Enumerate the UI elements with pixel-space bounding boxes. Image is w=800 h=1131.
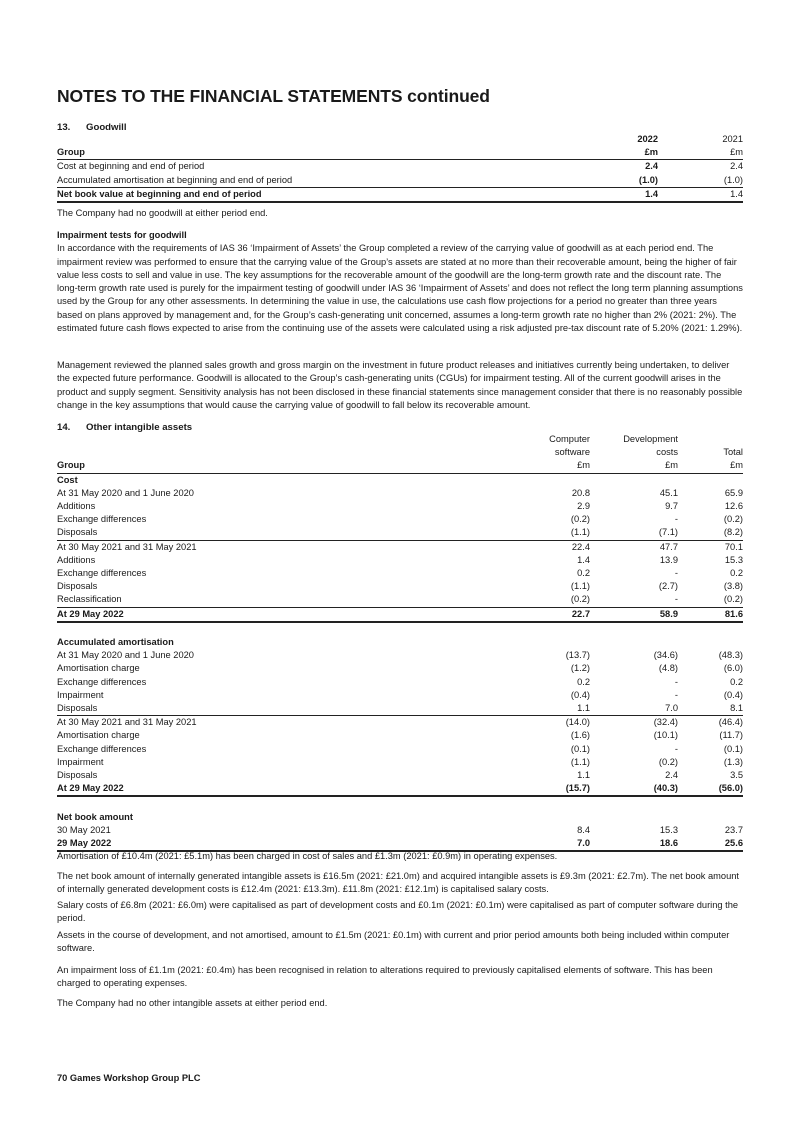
- table-row: [57, 824, 743, 837]
- table-header-row: [57, 459, 743, 473]
- table-row: [57, 782, 743, 796]
- row-label: Exchange differences: [57, 514, 147, 525]
- total-value: (11.7): [719, 730, 743, 741]
- col-2022-year: 2022: [637, 134, 658, 144]
- row-label: Impairment: [57, 756, 104, 767]
- software-value: (14.0): [507, 716, 590, 730]
- development-value: -: [674, 568, 678, 579]
- row-label: Disposals: [57, 581, 98, 592]
- total-value: (0.4): [723, 689, 743, 700]
- development-value: -: [674, 514, 678, 525]
- table-row: [57, 567, 743, 580]
- total-value: (46.4): [678, 716, 743, 730]
- col-software-unit: £m: [577, 460, 590, 471]
- value-2022: (1.0): [638, 174, 658, 185]
- development-value: 47.7: [590, 540, 678, 554]
- table-row: [57, 487, 743, 500]
- development-value: 58.9: [590, 607, 678, 622]
- total-value: (48.3): [718, 650, 743, 661]
- goodwill-table: [57, 133, 743, 203]
- development-value: (4.8): [658, 663, 678, 674]
- note-paragraph: Assets in the course of development, and not amortised, amount to £1.5m (2021: £0.1m) with current and prior period amounts both being included within computer software.: [57, 930, 730, 954]
- row-label: Accumulated amortisation at beginning and end of period: [57, 174, 293, 185]
- section-row-amortisation: [57, 636, 743, 649]
- software-value: (0.2): [570, 514, 590, 525]
- group-label: Group: [57, 147, 85, 158]
- amortisation-rows: [57, 649, 743, 796]
- table-row: [57, 743, 743, 756]
- total-value: (3.8): [723, 581, 743, 592]
- software-value: 22.7: [507, 607, 590, 622]
- amortisation-heading: Accumulated amortisation: [57, 637, 174, 648]
- table-row: [57, 526, 743, 540]
- total-value: 0.2: [730, 568, 743, 579]
- page-title: NOTES TO THE FINANCIAL STATEMENTS continued: [57, 86, 490, 106]
- table-row: [57, 607, 743, 622]
- development-value: 7.0: [665, 703, 678, 714]
- row-label: Exchange differences: [57, 676, 147, 687]
- software-value: 0.2: [577, 676, 590, 687]
- row-label: Net book value at beginning and end of period: [57, 187, 583, 202]
- total-value: 3.5: [730, 770, 743, 781]
- note-paragraph: Amortisation of £10.4m (2021: £5.1m) has been charged in cost of sales and £1.3m (2021: £0.9m) in operating expenses.: [57, 851, 558, 861]
- col-total-line2: Total: [723, 447, 743, 458]
- development-value: 45.1: [659, 487, 678, 498]
- total-value: 12.6: [724, 501, 743, 512]
- software-value: (1.1): [570, 581, 590, 592]
- row-label: Amortisation charge: [57, 663, 140, 674]
- row-label: At 31 May 2020 and 1 June 2020: [57, 650, 194, 661]
- table-row: [57, 174, 743, 188]
- value-2022: 1.4: [583, 187, 658, 202]
- software-value: 1.1: [577, 703, 590, 714]
- note-paragraph: The Company had no other intangible assets at either period end.: [57, 998, 328, 1008]
- table-row: [57, 689, 743, 702]
- development-value: -: [674, 743, 678, 754]
- table-row: [57, 513, 743, 526]
- row-label: Impairment: [57, 689, 104, 700]
- total-value: (0.2): [723, 594, 743, 605]
- section-row-cost: [57, 473, 743, 487]
- total-value: 23.7: [724, 824, 743, 835]
- development-value: (10.1): [653, 730, 678, 741]
- col-software-line1: Computer: [549, 434, 590, 444]
- software-value: (1.2): [570, 663, 590, 674]
- software-value: (0.4): [570, 689, 590, 700]
- net-book-rows: [57, 824, 743, 851]
- total-value: 0.2: [730, 676, 743, 687]
- development-value: (34.6): [653, 650, 678, 661]
- management-paragraph: Management reviewed the planned sales growth and gross margin on the investment in future product releases and initiatives currently being undertaken, to deliver the expected future performance. Goodwill is allocated to the Group’s cash-generating units (CGUs) for impairment testing. All of the current goodwill arises in the product and supply segment. Sensitivity analysis has not been disclosed in these financial statements since management consider that there is no reasonably possible change in the key assumptions that would cause the carrying value of goodwill to fall below its recoverable amount.: [57, 360, 743, 410]
- impairment-paragraph: In accordance with the requirements of IAS 36 ‘Impairment of Assets’ the Group completed a review of the carrying value of goodwill as at each period end. The impairment review was performed to ensure that the carrying value of the Group’s assets are stated at no more than their recoverable amount, being the higher of fair value less costs to sell and value in use. The key assumptions for the recoverable amount of the goodwill are the long-term growth rate and the discount rate. The long-term growth rate used is purely for the impairment testing of goodwill under IAS 36 ‘Impairment of Assets’ and does not reflect the long term planning assumptions used by the Group for any other assessments. In determining the value in use, the calculations use cash flow projections for a period no greater than three years based on plans approved by management and, for the Group’s cash-generating unit concerned, assumes a long-term growth rate no higher than 2% (2021: 2%). The estimated future cash flows expected to arise from the continuing use of the assets were calculated using a risk adjusted pre-tax discount rate of 5.20% (2021: 1.29%).: [57, 243, 743, 334]
- development-value: (2.7): [658, 581, 678, 592]
- col-2022-unit: £m: [644, 147, 658, 158]
- total-value: 70.1: [678, 540, 743, 554]
- total-value: 81.6: [678, 607, 743, 622]
- development-value: 15.3: [659, 824, 678, 835]
- table-row: [57, 676, 743, 689]
- note-paragraph: An impairment loss of £1.1m (2021: £0.4m) has been recognised in relation to alterations required to previously capitalised elements of software. This has been charged to operating expenses.: [57, 965, 713, 989]
- table-row: [57, 580, 743, 593]
- software-value: (1.6): [570, 730, 590, 741]
- row-label: At 30 May 2021 and 31 May 2021: [57, 716, 507, 730]
- col-dev-unit: £m: [665, 460, 678, 471]
- table-row: [57, 500, 743, 513]
- col-2021-year: 2021: [722, 134, 743, 144]
- table-header-row: [57, 446, 743, 459]
- row-label: At 30 May 2021 and 31 May 2021: [57, 540, 507, 554]
- col-total-unit: £m: [730, 460, 743, 471]
- section-number: 14.: [57, 422, 71, 433]
- software-value: 22.4: [507, 540, 590, 554]
- section-heading-goodwill: [57, 122, 127, 133]
- cost-rows: [57, 487, 743, 622]
- table-header-row: [57, 433, 743, 446]
- section-heading-intangibles: [57, 422, 192, 433]
- net-book-heading: Net book amount: [57, 811, 133, 822]
- value-2021: 1.4: [658, 187, 743, 202]
- group-label: Group: [57, 460, 85, 471]
- software-value: (0.1): [570, 743, 590, 754]
- software-value: 20.8: [571, 487, 590, 498]
- table-row: [57, 662, 743, 675]
- total-value: (1.3): [723, 756, 743, 767]
- software-value: (13.7): [565, 650, 590, 661]
- development-value: -: [674, 689, 678, 700]
- software-value: (15.7): [507, 782, 590, 796]
- table-header-row: [57, 146, 743, 160]
- impairment-block: [57, 229, 743, 335]
- development-value: (32.4): [590, 716, 678, 730]
- row-label: Exchange differences: [57, 743, 147, 754]
- value-2021: 2.4: [658, 160, 743, 174]
- cost-heading: Cost: [57, 473, 507, 487]
- development-value: 9.7: [665, 501, 678, 512]
- row-label: Disposals: [57, 770, 98, 781]
- total-value: (8.2): [723, 527, 743, 538]
- development-value: -: [674, 594, 678, 605]
- page-footer: 70 Games Workshop Group PLC: [57, 1073, 201, 1083]
- row-label: Cost at beginning and end of period: [57, 160, 583, 174]
- software-value: 1.4: [577, 554, 590, 565]
- development-value: (7.1): [658, 527, 678, 538]
- row-label: Disposals: [57, 703, 98, 714]
- value-2021: (1.0): [723, 174, 743, 185]
- software-value: 1.1: [577, 770, 590, 781]
- development-value: 13.9: [659, 554, 678, 565]
- table-row: [57, 756, 743, 769]
- col-dev-line2: costs: [656, 447, 678, 458]
- row-label: At 31 May 2020 and 1 June 2020: [57, 487, 194, 498]
- development-value: 2.4: [665, 770, 678, 781]
- development-value: -: [674, 676, 678, 687]
- row-label: At 29 May 2022: [57, 782, 507, 796]
- total-value: 8.1: [730, 703, 743, 714]
- table-row: [57, 593, 743, 607]
- table-row: [57, 554, 743, 567]
- col-dev-line1: Development: [623, 434, 678, 444]
- row-label: Amortisation charge: [57, 730, 140, 741]
- total-value: (6.0): [723, 663, 743, 674]
- total-value: (0.2): [723, 514, 743, 525]
- section-title: Other intangible assets: [86, 422, 193, 433]
- table-row-total: [57, 187, 743, 202]
- development-value: 18.6: [590, 837, 678, 851]
- total-value: 65.9: [724, 487, 743, 498]
- software-value: 8.4: [577, 824, 590, 835]
- table-row: [57, 716, 743, 730]
- total-value: 15.3: [724, 554, 743, 565]
- row-label: Additions: [57, 554, 96, 565]
- development-value: (0.2): [658, 756, 678, 767]
- table-header-row: [57, 133, 743, 146]
- goodwill-company-note: The Company had no goodwill at either period end.: [57, 208, 268, 218]
- table-row: [57, 649, 743, 662]
- row-label: Additions: [57, 501, 96, 512]
- table-row: [57, 160, 743, 174]
- row-label: 30 May 2021: [57, 824, 111, 835]
- section-title: Goodwill: [86, 122, 127, 133]
- section-number: 13.: [57, 122, 71, 133]
- intangibles-table: [57, 433, 743, 852]
- software-value: 7.0: [507, 837, 590, 851]
- total-value: (0.1): [723, 743, 743, 754]
- total-value: (56.0): [678, 782, 743, 796]
- development-value: (40.3): [590, 782, 678, 796]
- software-value: (0.2): [570, 594, 590, 605]
- impairment-heading: Impairment tests for goodwill: [57, 230, 187, 240]
- row-label: Reclassification: [57, 594, 122, 605]
- software-value: (1.1): [570, 756, 590, 767]
- note-paragraph: Salary costs of £6.8m (2021: £6.0m) were capitalised as part of development costs and £0.1m (2021: £0.1m) were capitalised as part of computer software during the period.: [57, 900, 739, 924]
- col-2021-unit: £m: [730, 147, 743, 158]
- col-software-line2: software: [554, 447, 590, 458]
- row-label: At 29 May 2022: [57, 607, 507, 622]
- row-label: Disposals: [57, 527, 98, 538]
- note-paragraph: The net book amount of internally generated intangible assets is £16.5m (2021: £21.0m) and acquired intangible assets is £9.3m (2021: £2.7m). The net book amount of internally generated development costs is £12.4m (2021: £13.3m). £11.8m (2021: £12.1m) is capitalised salary costs.: [57, 871, 740, 895]
- row-label: Exchange differences: [57, 568, 147, 579]
- section-row-net-book: [57, 811, 743, 824]
- row-label: 29 May 2022: [57, 837, 507, 851]
- software-value: 0.2: [577, 568, 590, 579]
- value-2022: 2.4: [583, 160, 658, 174]
- total-value: 25.6: [678, 837, 743, 851]
- software-value: (1.1): [570, 527, 590, 538]
- table-row: [57, 702, 743, 716]
- table-row: [57, 540, 743, 554]
- table-row: [57, 769, 743, 782]
- table-row: [57, 729, 743, 742]
- software-value: 2.9: [577, 501, 590, 512]
